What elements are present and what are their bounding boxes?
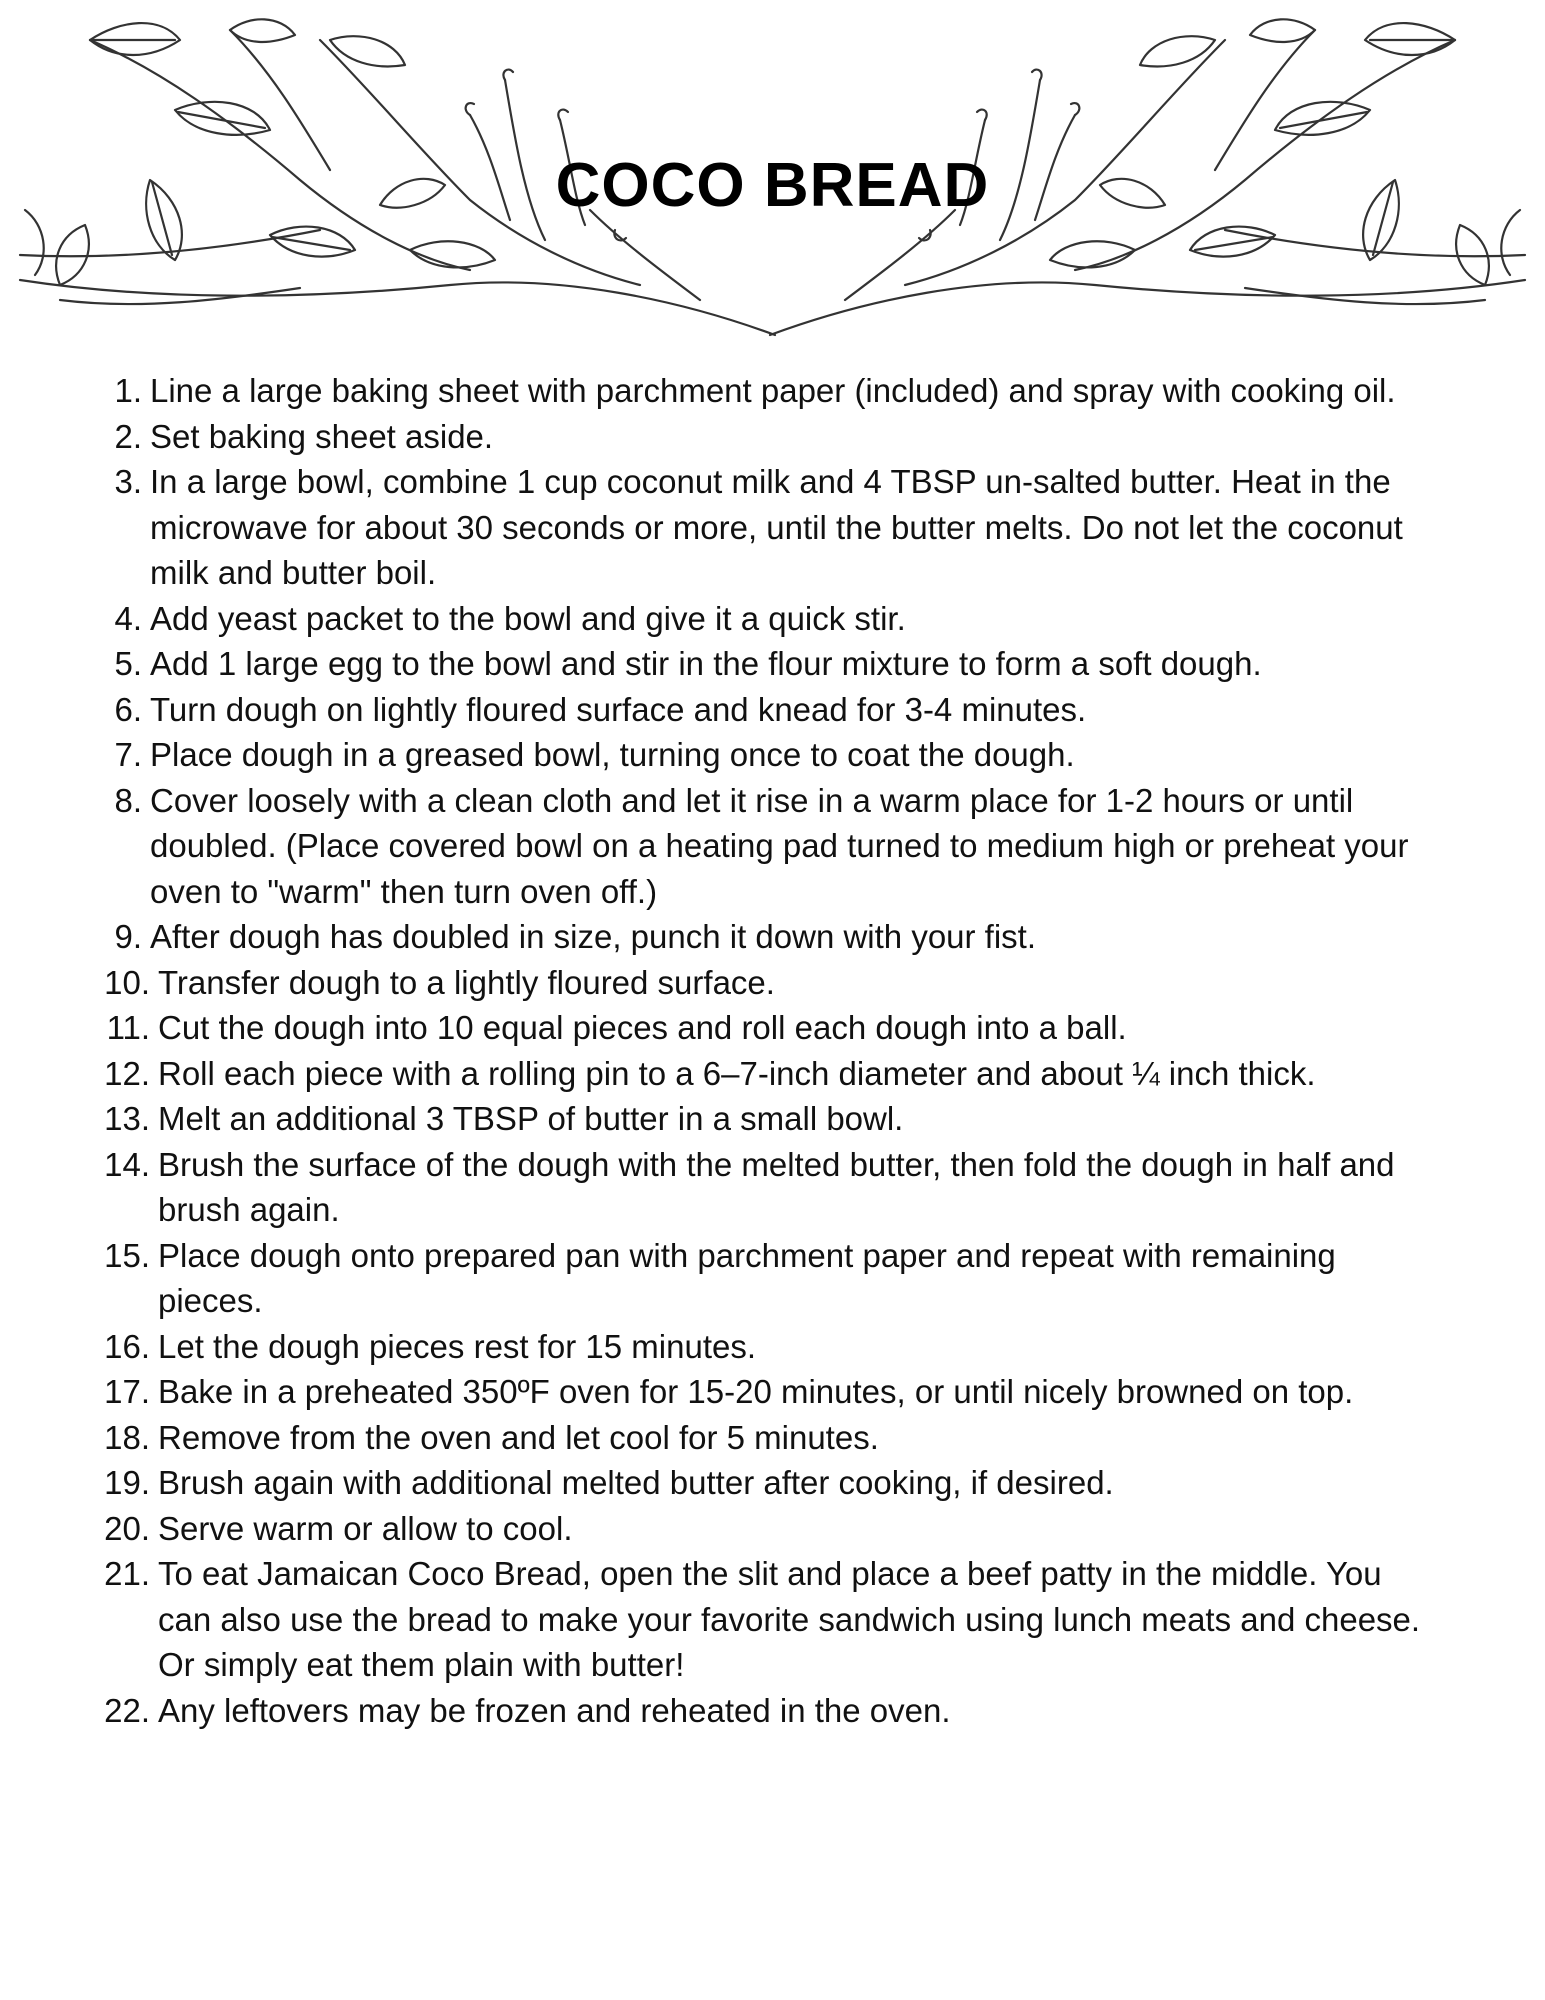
recipe-step	[100, 687, 1440, 733]
step-text: Serve warm or allow to cool.	[158, 1509, 573, 1547]
recipe-step	[100, 1096, 1440, 1142]
step-number: 12.	[104, 1054, 150, 1092]
step-number: 15.	[104, 1236, 150, 1274]
step-number: 16.	[104, 1327, 150, 1365]
recipe-steps-list	[100, 368, 1440, 1733]
step-text: After dough has doubled in size, punch it down with your fist.	[150, 918, 1037, 955]
step-number: 17.	[104, 1373, 150, 1410]
step-number: 20.	[104, 1509, 150, 1547]
recipe-step	[100, 459, 1440, 596]
recipe-step	[100, 1506, 1440, 1552]
step-text: Line a large baking sheet with parchment paper (included) and spray with cooking oil.	[150, 372, 1396, 409]
step-number: 18.	[104, 1418, 150, 1456]
step-text: Remove from the oven and let cool for 5 minutes.	[158, 1418, 879, 1456]
step-text: Transfer dough to a lightly floured surface.	[158, 963, 775, 1001]
step-number: 6.	[114, 690, 142, 728]
step-text: Add 1 large egg to the bowl and stir in the flour mixture to form a soft dough.	[150, 645, 1262, 682]
step-number: 11.	[106, 1009, 150, 1046]
step-text: Bake in a preheated 350ºF oven for 15-20 minutes, or until nicely browned on top.	[158, 1373, 1354, 1410]
recipe-step	[100, 960, 1440, 1006]
step-number: 2.	[114, 417, 142, 455]
recipe-step	[100, 368, 1440, 414]
recipe-step	[100, 1005, 1440, 1051]
recipe-step	[100, 1460, 1440, 1506]
recipe-step	[100, 641, 1440, 687]
recipe-step	[100, 596, 1440, 642]
step-number: 22.	[104, 1691, 150, 1729]
step-text: Add yeast packet to the bowl and give it a quick stir.	[150, 599, 906, 637]
recipe-step	[100, 414, 1440, 460]
step-number: 4.	[114, 599, 142, 637]
recipe-step	[100, 1051, 1440, 1097]
page-title: COCO BREAD	[555, 151, 990, 220]
step-number: 19.	[104, 1464, 150, 1501]
step-number: 1.	[114, 372, 142, 409]
step-number: 7.	[114, 736, 142, 773]
step-number: 21.	[104, 1555, 150, 1592]
step-text: Cut the dough into 10 equal pieces and roll each dough into a ball.	[158, 1009, 1127, 1046]
recipe-step	[100, 1369, 1440, 1415]
step-number: 13.	[104, 1100, 150, 1137]
recipe-step	[100, 914, 1440, 960]
step-number: 9.	[114, 918, 142, 955]
step-number: 3.	[114, 463, 142, 500]
recipe-step	[100, 1233, 1440, 1324]
step-text: Brush again with additional melted butter after cooking, if desired.	[158, 1464, 1114, 1501]
step-text: Brush the surface of the dough with the melted butter, then fold the dough in half and brush again.	[158, 1145, 1395, 1228]
recipe-step	[100, 732, 1440, 778]
recipe-step	[100, 1415, 1440, 1461]
step-text: Place dough in a greased bowl, turning once to coat the dough.	[150, 736, 1075, 773]
step-text: Melt an additional 3 TBSP of butter in a small bowl.	[158, 1100, 904, 1137]
step-text: Place dough onto prepared pan with parchment paper and repeat with remaining pieces.	[158, 1236, 1336, 1319]
step-text: Turn dough on lightly floured surface and knead for 3-4 minutes.	[150, 690, 1087, 728]
step-text: Let the dough pieces rest for 15 minutes.	[158, 1327, 757, 1365]
step-number: 14.	[104, 1145, 150, 1183]
step-text: To eat Jamaican Coco Bread, open the slit and place a beef patty in the middle. You can also use the bread to make your favorite sandwich using lunch meats and cheese. Or simply eat them plain with butter!	[158, 1555, 1421, 1683]
step-text: Set baking sheet aside.	[150, 417, 494, 455]
step-number: 10.	[104, 963, 150, 1001]
recipe-step	[100, 1142, 1440, 1233]
step-text: Cover loosely with a clean cloth and let it rise in a warm place for 1-2 hours or until doubled. (Place covered bowl on a heating pad turned to medium high or preheat your oven to "warm" then turn oven off.)	[150, 781, 1409, 910]
header-decoration	[0, 0, 1545, 345]
recipe-step	[100, 1688, 1440, 1734]
step-number: 8.	[114, 781, 142, 819]
recipe-step	[100, 1324, 1440, 1370]
step-text: Any leftovers may be frozen and reheated in the oven.	[158, 1691, 951, 1729]
step-number: 5.	[114, 645, 142, 682]
recipe-step	[100, 778, 1440, 915]
step-text: In a large bowl, combine 1 cup coconut milk and 4 TBSP un-salted butter. Heat in the microwave for about 30 seconds or more, until the butter melts. Do not let the coconut milk and butter boil.	[150, 463, 1403, 591]
step-text: Roll each piece with a rolling pin to a 6–7-inch diameter and about ¼ inch thick.	[158, 1054, 1316, 1092]
recipe-step	[100, 1551, 1440, 1688]
